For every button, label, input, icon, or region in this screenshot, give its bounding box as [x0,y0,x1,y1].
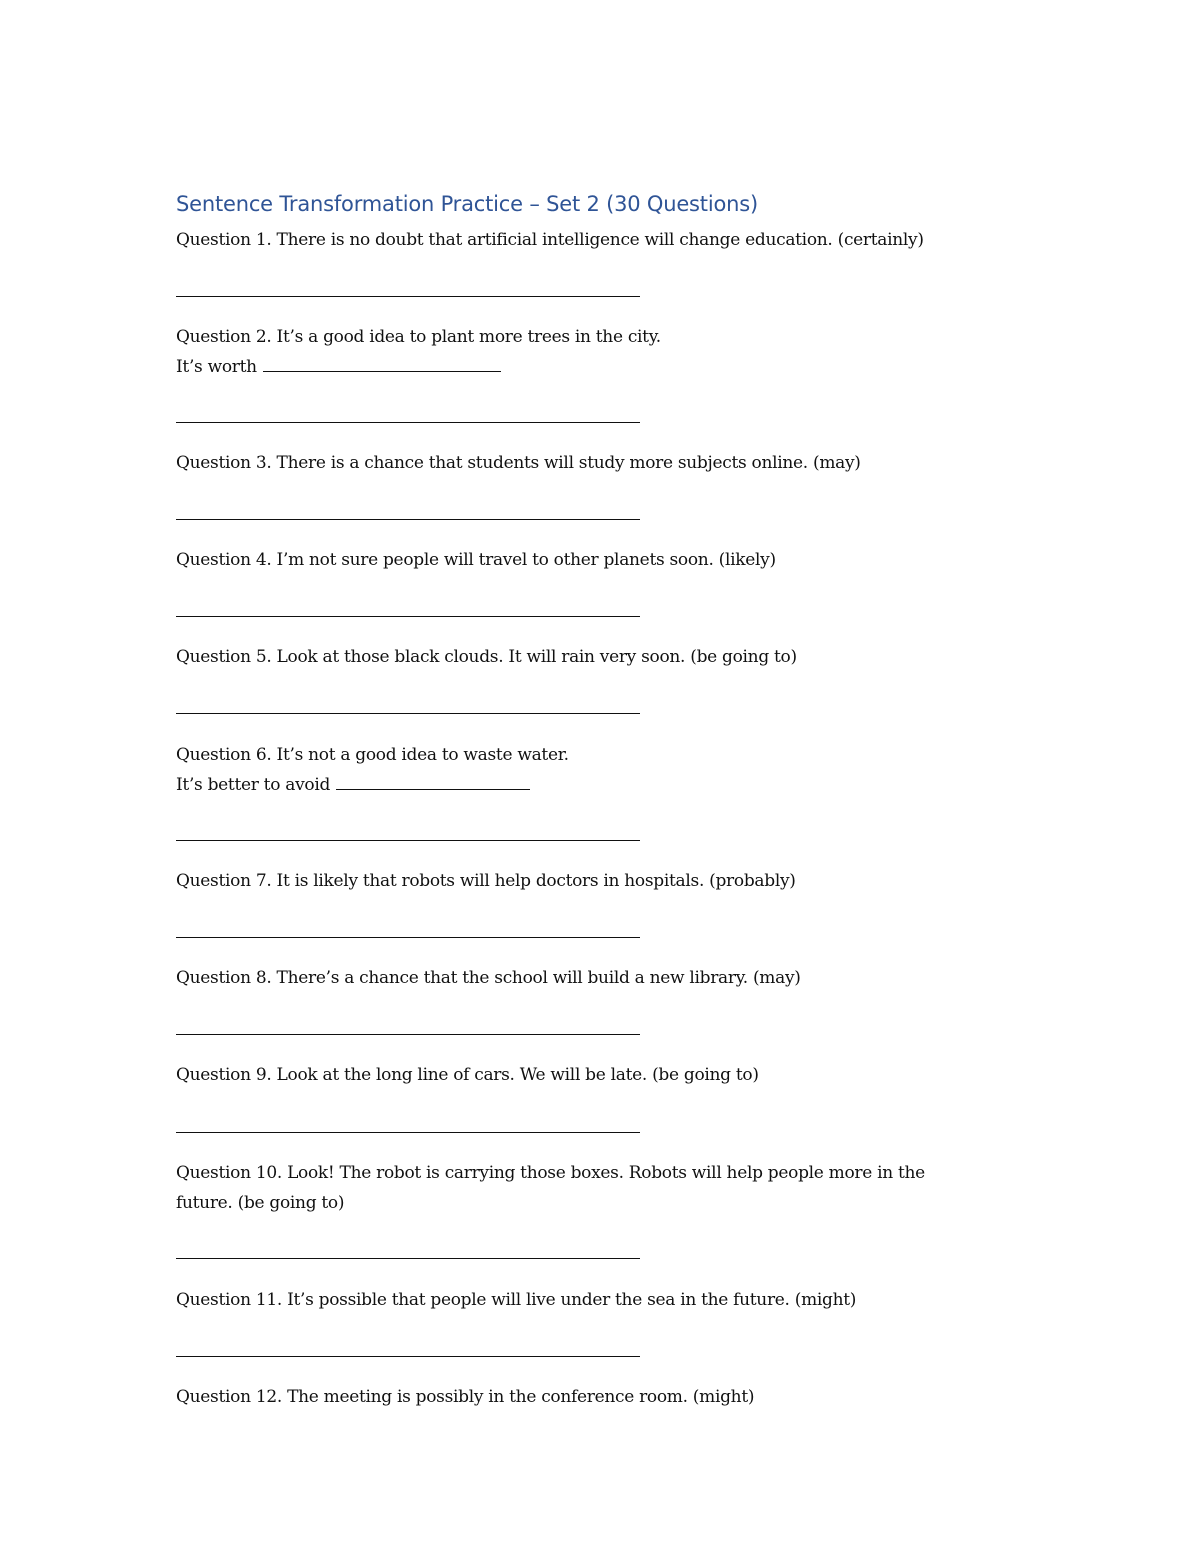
question-2-prompt-line [176,353,501,382]
question-6-answer-line[interactable] [176,840,640,841]
question-6-prompt: It’s better to avoid [176,775,331,795]
question-2-inline-blank[interactable] [263,370,501,372]
question-2-text: Question 2. It’s a good idea to plant more trees in the city. [176,327,661,347]
worksheet-title: Sentence Transformation Practice – Set 2 (30 Questions) [176,192,758,216]
question-9-text: Question 9. Look at the long line of cars. We will be late. (be going to) [176,1065,759,1085]
question-6-prompt-line [176,771,530,800]
question-7-text: Question 7. It is likely that robots will help doctors in hospitals. (probably) [176,871,796,891]
question-2-answer-line[interactable] [176,422,640,423]
question-1-text: Question 1. There is no doubt that artificial intelligence will change education. (certainly) [176,230,924,250]
question-4-answer-line[interactable] [176,616,640,617]
question-12-text: Question 12. The meeting is possibly in the conference room. (might) [176,1387,755,1407]
question-5-text: Question 5. Look at those black clouds. It will rain very soon. (be going to) [176,647,797,667]
question-2-prompt: It’s worth [176,357,257,377]
question-10-answer-line[interactable] [176,1258,640,1259]
question-11-text: Question 11. It’s possible that people will live under the sea in the future. (might) [176,1290,857,1310]
question-8-text: Question 8. There’s a chance that the school will build a new library. (may) [176,968,801,988]
question-10-text-continued: future. (be going to) [176,1193,345,1213]
question-8-answer-line[interactable] [176,1034,640,1035]
question-10-text: Question 10. Look! The robot is carrying those boxes. Robots will help people more in the [176,1163,925,1183]
question-4-text: Question 4. I’m not sure people will travel to other planets soon. (likely) [176,550,776,570]
question-3-text: Question 3. There is a chance that students will study more subjects online. (may) [176,453,861,473]
question-1-answer-line[interactable] [176,296,640,297]
question-6-text: Question 6. It’s not a good idea to waste water. [176,745,569,765]
question-9-answer-line[interactable] [176,1132,640,1133]
question-6-inline-blank[interactable] [336,788,530,790]
question-7-answer-line[interactable] [176,937,640,938]
question-3-answer-line[interactable] [176,519,640,520]
question-5-answer-line[interactable] [176,713,640,714]
question-11-answer-line[interactable] [176,1356,640,1357]
